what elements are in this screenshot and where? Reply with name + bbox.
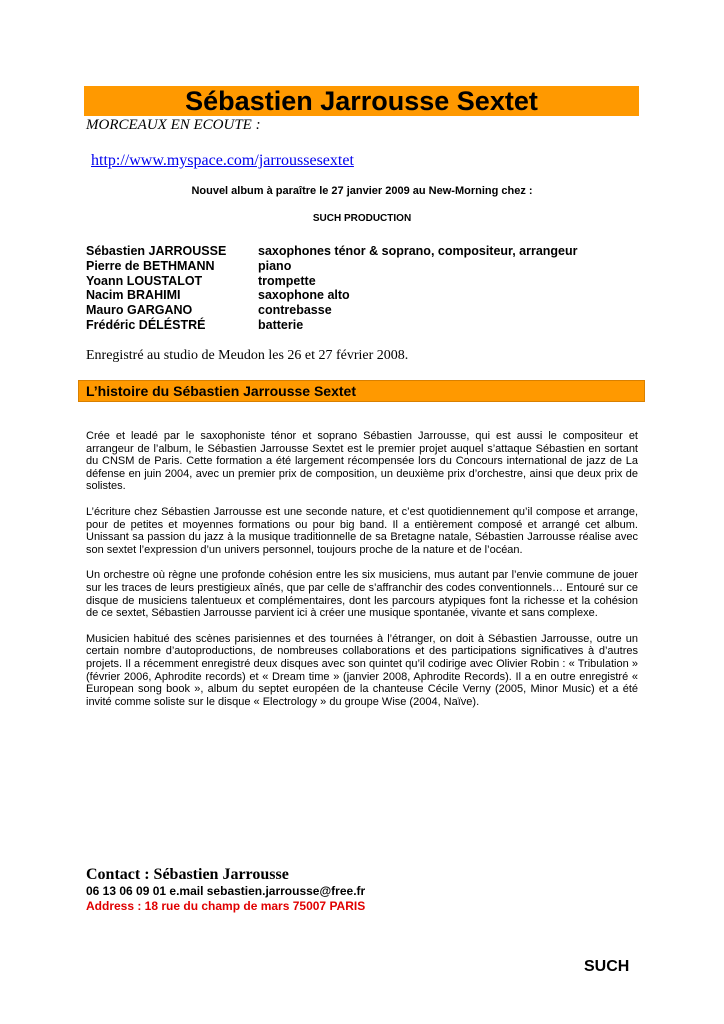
recording-info: Enregistré au studio de Meudon les 26 et 27 février 2008. — [86, 348, 409, 363]
page-title: Sébastien Jarrousse Sextet — [84, 86, 639, 116]
musician-row — [86, 274, 578, 289]
history-heading: L’histoire du Sébastien Jarrousse Sextet — [78, 380, 645, 402]
musician-name: Mauro GARGANO — [86, 303, 193, 318]
musician-role: saxophones ténor & soprano, compositeur, arrangeur — [258, 244, 578, 258]
musician-row — [86, 318, 578, 333]
musician-role: piano — [258, 258, 292, 273]
musician-name: Sébastien JARROUSSE — [86, 244, 227, 258]
album-announcement: Nouvel album à paraître le 27 janvier 2009 au New-Morning chez : — [191, 185, 533, 197]
musician-name: Nacim BRAHIMI — [86, 288, 181, 303]
production-label: SUCH PRODUCTION — [312, 213, 412, 224]
contact-phone-email: 06 13 06 09 01 e.mail sebastien.jarrousse@free.fr — [86, 884, 366, 898]
history-paragraph: Musicien habitué des scènes parisiennes et des tournées à l’étranger, on doit à Sébastien Jarrousse, outre un certain nombre d’autoproductions, de nombreuses collaborations et des participations significatives à d’autres projets. Il a récemment enregistré deux disques avec son quintet qu’il codirige avec Olivier Robin : « Tribulation » (février 2006, Aphrodite records) et « Dream time » (janvier 2008, Aphrodite Records). Il a en outre enregistré « European song book », album du septet européen de la chanteuse Cécile Verny (2005, Minor Music) et a été invité comme soliste sur le disque « Electrology » du groupe Wise (2004, Naïve). — [86, 632, 638, 708]
musician-row — [86, 288, 578, 303]
musician-name: Pierre de BETHMANN — [86, 258, 215, 273]
musician-role: batterie — [258, 317, 304, 332]
footer-label: SUCH — [584, 958, 630, 975]
musician-row — [86, 303, 578, 318]
history-paragraph: L’écriture chez Sébastien Jarrousse est une seconde nature, et c’est quotidiennement qu’il compose et arrange, pour de petites et moyennes formations ou pour big band. Il a entièrement composé et arrangé cet album. Unissant sa passion du jazz à la musique traditionnelle de sa Bretagne natale, Sébastien Jarrousse réalise avec son sextet l’expression d’un univers personnel, toujours proche de la nature et de l’océan. — [86, 505, 638, 556]
contact-title: Contact : Sébastien Jarrousse — [86, 866, 289, 883]
musician-name: Yoann LOUSTALOT — [86, 273, 203, 288]
history-paragraph: Crée et leadé par le saxophoniste ténor et soprano Sébastien Jarrousse, qui est aussi le compositeur et arrangeur de l’album, le Sébastien Jarrousse Sextet est le premier projet auquel s’attaque Sébastien en sortant du CNSM de Paris. Cette formation a été largement récompensée lors du Concours international de jazz de La défense en juin 2004, avec un premier prix de composition, un deuxième prix d’orchestre, ainsi que deux prix de solistes. — [86, 430, 638, 493]
musician-name: Frédéric DÉLÉSTRÉ — [86, 317, 206, 332]
musician-role: saxophone alto — [258, 288, 350, 303]
musician-row — [86, 259, 578, 274]
musician-row — [86, 244, 578, 259]
musician-role: contrebasse — [258, 303, 332, 318]
history-body — [86, 430, 638, 721]
contact-block — [86, 866, 365, 914]
myspace-link[interactable]: http://www.myspace.com/jarroussesextet — [91, 152, 354, 169]
history-paragraph: Un orchestre où règne une profonde cohésion entre les six musiciens, mus autant par l’envie commune de jouer sur les traces de leurs prestigieux aînés, que par celle de s’affranchir des codes conventionnels… Entouré sur ce disque de musiciens talentueux et complémentaires, dont les parcours atypiques font la richesse et la cohésion de ce sextet, Sébastien Jarrousse parvient ici à créer une musique spontanée, vivante et sans complexe. — [86, 569, 638, 620]
listen-subtitle: MORCEAUX EN ECOUTE : — [86, 117, 261, 133]
contact-address: Address : 18 rue du champ de mars 75007 PARIS — [86, 899, 366, 913]
musician-role: trompette — [258, 273, 316, 288]
musician-list — [86, 244, 578, 333]
